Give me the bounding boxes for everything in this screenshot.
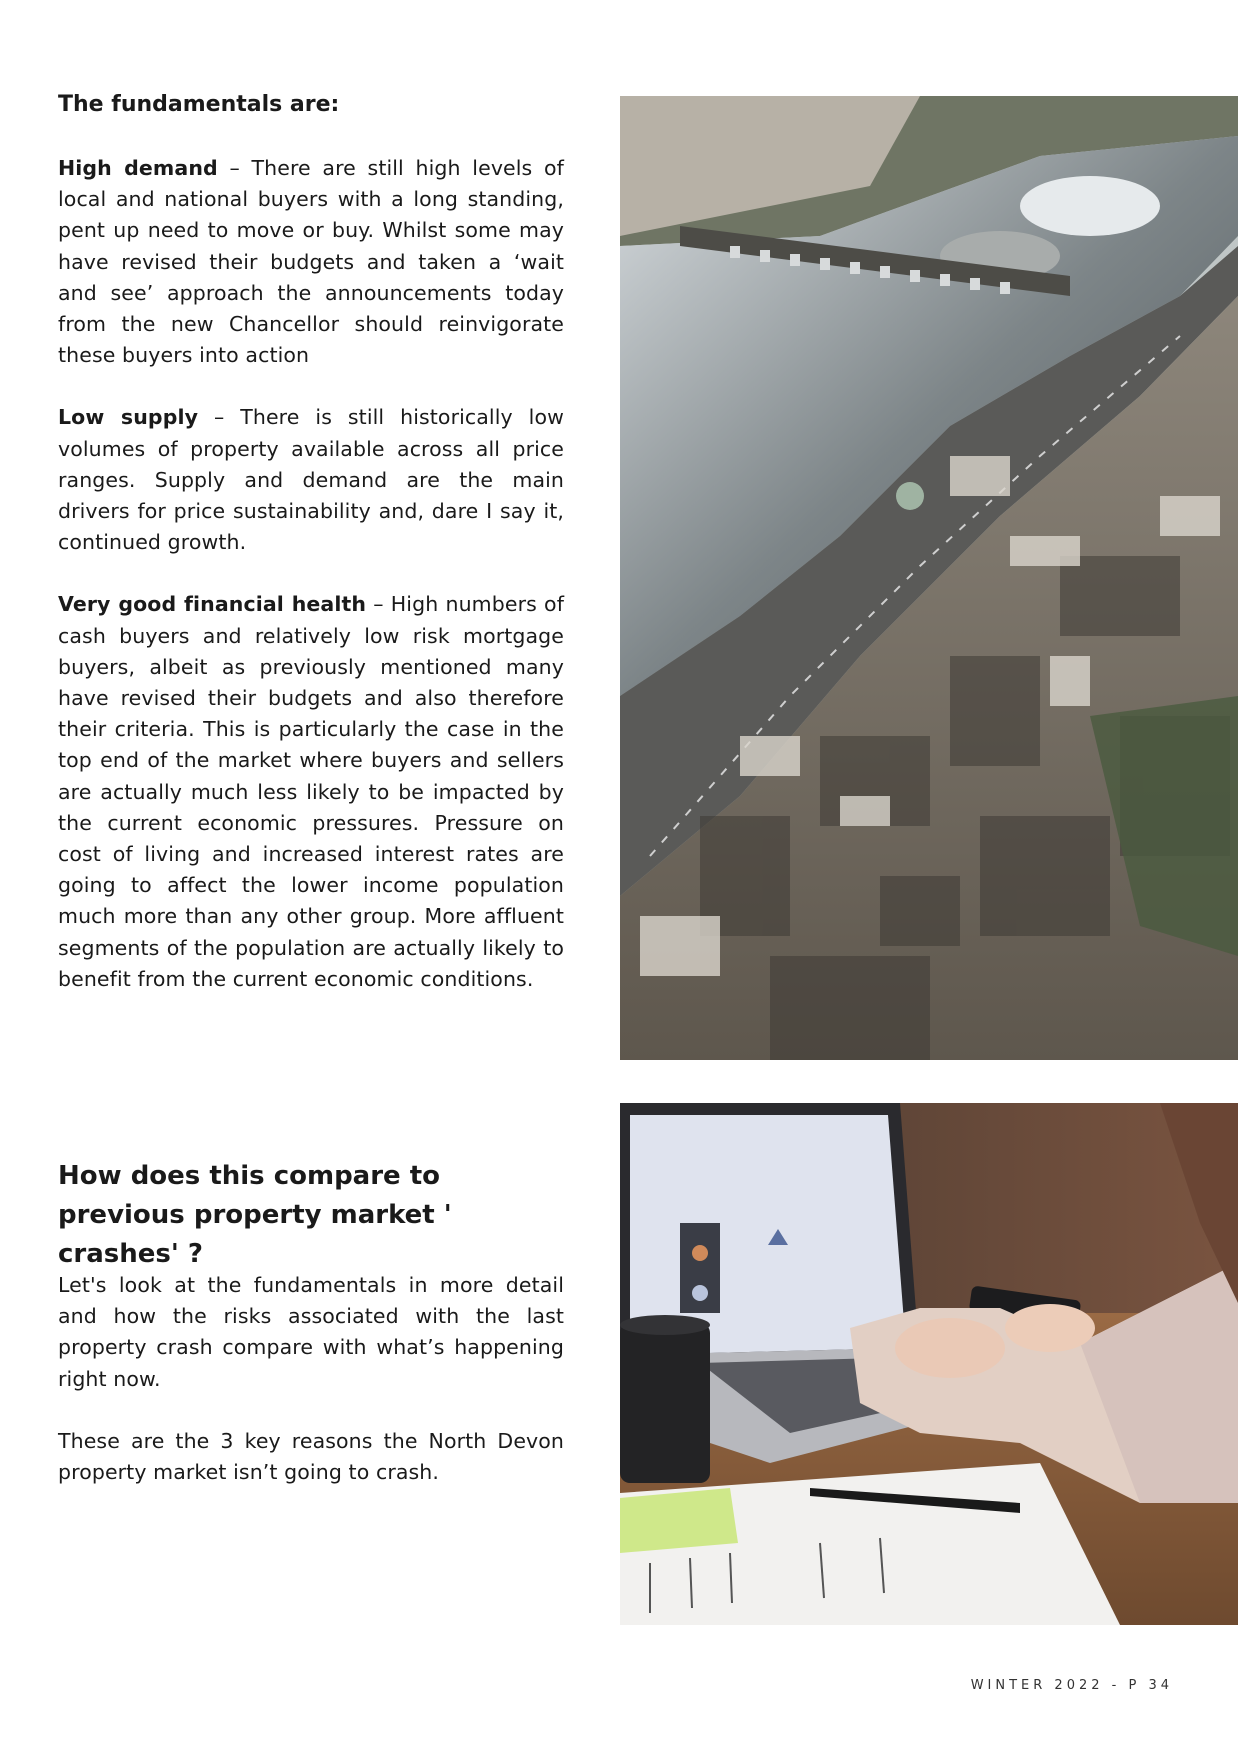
term-low-supply: Low supply — [58, 405, 199, 430]
paragraph-compare: Let's look at the fundamentals in more detail and how the risks associated with the last property crash compare with what’s happening right now. — [58, 1273, 564, 1391]
text-high-demand: – There are still high levels of local and national buyers with a long standing, pent up need to move or buy. Whilst some may have revised their budgets and taken a ‘wait and see’ approach the announcements today from the new Chancellor should reinvigorate these buyers into action — [58, 156, 564, 368]
term-financial-health: Very good financial health — [58, 592, 367, 617]
fundamentals-heading: The fundamentals are: — [58, 92, 340, 117]
page-footer: WINTER 2022 - P 34 — [970, 1678, 1173, 1693]
section-heading: How does this compare to previous property market ' crashes' ? — [58, 1161, 452, 1269]
aerial-town-photo — [620, 96, 1238, 1060]
fundamentals-column — [58, 92, 564, 1026]
paragraph-financial-health — [58, 589, 564, 995]
text-financial-health: – High numbers of cash buyers and relatively low risk mortgage buyers, albeit as previously mentioned many have revised their budgets and also therefore their criteria. This is particularly the case in the top end of the market where buyers and sellers are actually much less likely to be impacted by the current economic pressures. Pressure on cost of living and increased interest rates are going to affect the lower income population much more than any other group. More affluent segments of the population are actually likely to benefit from the current economic conditions. — [58, 592, 565, 991]
laptop-desk-photo — [620, 1103, 1238, 1625]
comparison-column — [58, 1270, 564, 1519]
text-low-supply: – There is still historically low volumes of property available across all price ranges. Supply and demand are the main drivers for price sustainability and, dare I say it, continued growth. — [58, 405, 564, 555]
paragraph-key-reasons: These are the 3 key reasons the North Devon property market isn’t going to crash. — [58, 1428, 564, 1485]
paragraph-low-supply — [58, 402, 564, 558]
term-high-demand: High demand — [58, 156, 218, 180]
paragraph-high-demand — [58, 153, 564, 371]
